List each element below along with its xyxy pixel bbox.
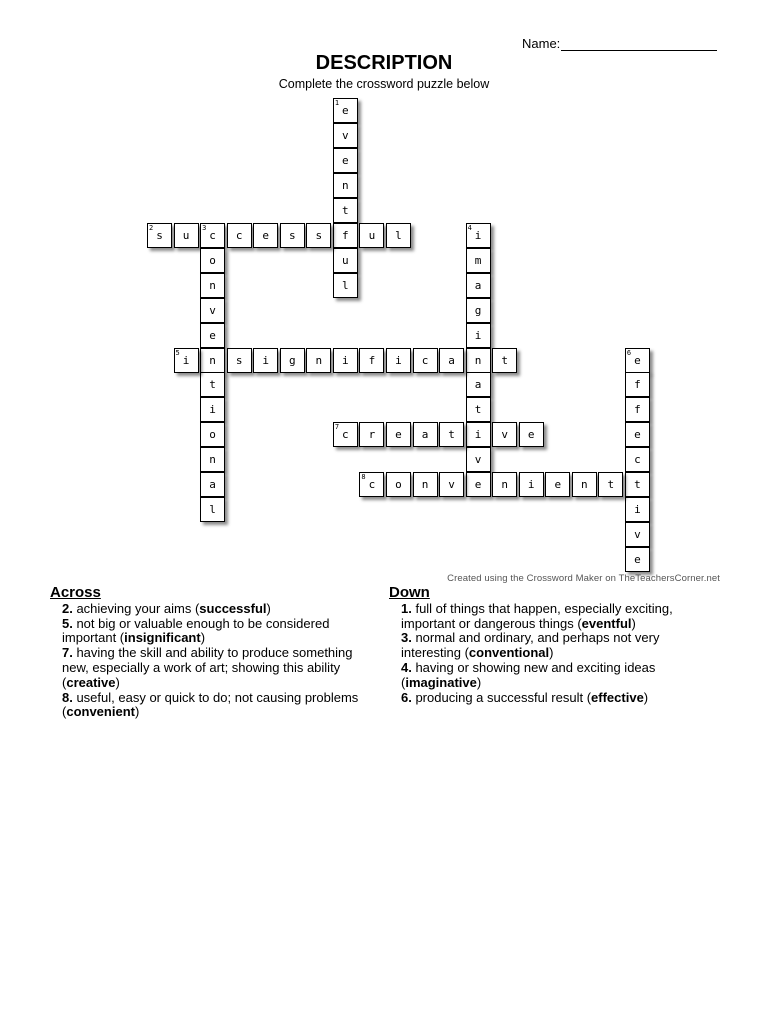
crossword-cell[interactable] (200, 273, 225, 298)
cell-letter: c (634, 453, 641, 467)
across-clue (50, 602, 370, 617)
crossword-cell[interactable] (466, 298, 491, 323)
crossword-cell[interactable] (466, 223, 491, 248)
crossword-cell[interactable] (333, 123, 358, 148)
cell-letter: e (527, 428, 535, 442)
cell-letter: e (262, 228, 269, 242)
clue-number: 1 (334, 99, 340, 107)
down-clue (389, 691, 719, 706)
crossword-cell[interactable] (625, 372, 650, 397)
down-clue (389, 602, 719, 632)
crossword-cell[interactable] (359, 472, 384, 497)
crossword-cell[interactable] (519, 472, 544, 497)
crossword-cell[interactable] (625, 348, 650, 373)
clue-number: 2 (149, 223, 154, 232)
clue-text: normal and ordinary, and perhaps not very interesting ( (401, 630, 660, 661)
cell-letter: s (156, 228, 163, 242)
clue-number: 4 (467, 223, 472, 232)
clue-text: useful, easy or quick to do; not causing problems ( (62, 689, 359, 720)
crossword-cell[interactable] (466, 422, 491, 447)
cell-letter: u (342, 253, 349, 267)
crossword-cell[interactable] (306, 223, 331, 248)
cell-letter: n (342, 178, 349, 192)
cell-letter: s (315, 228, 323, 242)
cell-letter: c (342, 428, 349, 442)
crossword-cell[interactable] (200, 223, 225, 248)
cell-letter: i (474, 428, 482, 442)
cell-letter: l (209, 503, 216, 517)
cell-letter: i (209, 403, 216, 417)
cell-letter: g (474, 303, 482, 317)
page-title: DESCRIPTION (315, 52, 453, 74)
clue-answer: effective (591, 689, 644, 705)
cell-letter: f (342, 228, 349, 242)
page-subtitle: Complete the crossword puzzle below (278, 77, 490, 91)
clue-answer: creative (66, 674, 116, 690)
crossword-cell[interactable] (333, 98, 358, 123)
clue-text: not big or valuable enough to be considered important ( (62, 615, 330, 646)
clue-number: 8 (361, 473, 366, 482)
crossword-cell[interactable] (200, 422, 225, 447)
crossword-cell[interactable] (306, 348, 331, 373)
cell-letter: l (342, 278, 349, 292)
cell-letter: a (474, 278, 482, 292)
crossword-cell[interactable] (386, 422, 411, 447)
crossword-cell[interactable] (386, 348, 411, 373)
clue-end: ) (115, 674, 120, 690)
clue-answer: insignificant (124, 630, 201, 646)
cell-letter: e (634, 353, 641, 367)
cell-letter: c (368, 478, 376, 492)
cell-letter: a (209, 478, 216, 492)
cell-letter: v (634, 528, 641, 542)
crossword-cell[interactable] (253, 348, 278, 373)
clue-end: ) (476, 674, 482, 690)
clue-number: 5 (175, 348, 180, 357)
crossword-cell[interactable] (492, 472, 517, 497)
cell-letter: t (209, 378, 216, 392)
cell-letter: a (448, 353, 455, 367)
clue-end: ) (643, 689, 649, 705)
across-clue (50, 691, 370, 721)
cell-letter: m (474, 253, 482, 267)
cell-letter: u (368, 228, 376, 242)
cell-letter: v (448, 478, 455, 492)
cell-letter: t (634, 478, 641, 492)
cell-letter: e (209, 328, 216, 342)
crossword-cell[interactable] (492, 422, 517, 447)
crossword-cell[interactable] (439, 348, 464, 373)
cell-letter: n (209, 353, 216, 367)
cell-letter: i (474, 328, 482, 342)
clue-num: 3. (401, 630, 412, 646)
cell-letter: c (421, 353, 429, 367)
crossword-cell[interactable] (200, 248, 225, 273)
clue-end: ) (549, 645, 554, 661)
clue-num: 8. (62, 689, 73, 705)
clue-end: ) (631, 615, 636, 631)
crossword-cell[interactable] (466, 397, 491, 422)
down-heading: Down (389, 584, 430, 601)
cell-letter: t (607, 478, 615, 492)
crossword-cell[interactable] (227, 348, 252, 373)
crossword-cell[interactable] (200, 348, 225, 373)
across-clue (50, 646, 370, 690)
cell-letter: e (634, 553, 641, 567)
across-clue-list (50, 602, 370, 720)
cell-letter: i (527, 478, 535, 492)
cell-letter: t (342, 203, 349, 217)
cell-letter: i (634, 503, 641, 517)
crossword-cell[interactable] (200, 497, 225, 522)
cell-letter: e (342, 153, 349, 167)
cell-letter: i (395, 353, 402, 367)
crossword-cell[interactable] (200, 323, 225, 348)
cell-letter: o (395, 478, 402, 492)
cell-letter: f (634, 378, 641, 392)
crossword-cell[interactable] (200, 298, 225, 323)
crossword-cell[interactable] (333, 148, 358, 173)
cell-letter: g (288, 353, 296, 367)
cell-letter: n (209, 278, 216, 292)
clue-num: 5. (62, 615, 73, 631)
cell-letter: t (448, 428, 455, 442)
crossword-cell[interactable] (174, 348, 199, 373)
crossword-cell[interactable] (413, 348, 438, 373)
clue-answer: convenient (66, 704, 135, 720)
crossword-cell[interactable] (253, 223, 278, 248)
crossword-cell[interactable] (333, 198, 358, 223)
cell-letter: e (634, 428, 641, 442)
across-heading: Across (50, 584, 101, 601)
cell-letter: n (209, 453, 216, 467)
name-label: Name: (522, 36, 561, 51)
cell-letter: i (262, 353, 269, 367)
clue-answer: successful (199, 600, 267, 616)
cell-letter: u (182, 228, 190, 242)
cell-letter: o (209, 253, 216, 267)
crossword-cell[interactable] (625, 422, 650, 447)
crossword-cell[interactable] (147, 223, 172, 248)
cell-letter: n (315, 353, 323, 367)
across-clues (50, 586, 370, 720)
cell-letter: v (209, 303, 216, 317)
clue-number: 3 (202, 223, 207, 232)
crossword-cell[interactable] (359, 422, 384, 447)
cell-letter: r (368, 428, 376, 442)
cell-letter: o (209, 428, 216, 442)
clue-end: ) (134, 704, 140, 720)
clue-text: achieving your aims ( (72, 600, 200, 616)
clue-number: 7 (334, 423, 340, 432)
crossword-cell[interactable] (280, 348, 305, 373)
crossword-cell[interactable] (492, 348, 517, 373)
cell-letter: i (182, 353, 190, 367)
crossword-cell[interactable] (625, 522, 650, 547)
clue-text: having the skill and ability to produce something new, especially a work of art; showing this ability ( (62, 645, 353, 690)
crossword-cell[interactable] (333, 348, 358, 373)
cell-letter: a (421, 428, 429, 442)
crossword-cell[interactable] (359, 223, 384, 248)
cell-letter: n (501, 478, 508, 492)
down-clue (389, 631, 719, 661)
clue-answer: eventful (581, 615, 632, 631)
crossword-cell[interactable] (359, 348, 384, 373)
crossword-cell[interactable] (466, 248, 491, 273)
clue-answer: conventional (468, 645, 550, 661)
crossword-cell[interactable] (413, 422, 438, 447)
crossword-cell[interactable] (598, 472, 623, 497)
crossword-cell[interactable] (466, 273, 491, 298)
crossword-cell[interactable] (466, 372, 491, 397)
clue-num: 1. (401, 600, 412, 616)
crossword-cell[interactable] (200, 372, 225, 397)
cell-letter: v (342, 128, 349, 142)
clue-num: 4. (401, 659, 412, 675)
credit-text: Created using the Crossword Maker on TheTeachersCorner.net (447, 573, 720, 584)
clue-text: producing a successful result ( (411, 689, 592, 705)
crossword-cell[interactable] (333, 422, 358, 447)
cell-letter: v (501, 428, 508, 442)
crossword-cell[interactable] (333, 223, 358, 248)
clue-num: 6. (401, 689, 412, 705)
crossword-cell[interactable] (466, 447, 491, 472)
crossword-cell[interactable] (466, 348, 491, 373)
crossword-cell[interactable] (625, 547, 650, 572)
crossword-cell[interactable] (439, 472, 464, 497)
crossword-cell[interactable] (466, 472, 491, 497)
cell-letter: c (235, 228, 243, 242)
clue-answer: imaginative (405, 674, 477, 690)
cell-letter: v (474, 453, 482, 467)
cell-letter: n (474, 353, 482, 367)
crossword-cell[interactable] (545, 472, 570, 497)
crossword-cell[interactable] (625, 447, 650, 472)
crossword-cell[interactable] (280, 223, 305, 248)
cell-letter: t (474, 403, 482, 417)
crossword-cell[interactable] (413, 472, 438, 497)
cell-letter: f (634, 403, 641, 417)
cell-letter: i (474, 228, 482, 242)
cell-letter: e (395, 428, 402, 442)
cell-letter: l (395, 228, 402, 242)
crossword-cell[interactable] (200, 397, 225, 422)
crossword-cell[interactable] (386, 472, 411, 497)
crossword-cell[interactable] (439, 422, 464, 447)
crossword-cell[interactable] (625, 497, 650, 522)
cell-letter: n (421, 478, 429, 492)
clue-text: full of things that happen, especially exciting, important or dangerous things ( (401, 600, 673, 631)
cell-letter: i (342, 353, 349, 367)
crossword-cell[interactable] (200, 447, 225, 472)
crossword-cell[interactable] (386, 223, 411, 248)
crossword-cell[interactable] (625, 472, 650, 497)
down-clues (389, 586, 719, 705)
down-clue (389, 661, 719, 691)
clue-number: 6 (626, 348, 632, 357)
across-clue (50, 617, 370, 647)
cell-letter: t (501, 353, 508, 367)
crossword-cell[interactable] (200, 472, 225, 497)
clue-text: having or showing new and exciting ideas ( (401, 659, 656, 690)
cell-letter: a (474, 378, 482, 392)
clue-end: ) (266, 600, 271, 616)
clue-num: 7. (62, 645, 73, 661)
crossword-cell[interactable] (333, 273, 358, 298)
crossword-cell[interactable] (625, 397, 650, 422)
crossword-cell[interactable] (572, 472, 597, 497)
crossword-cell[interactable] (466, 323, 491, 348)
cell-letter: c (209, 228, 216, 242)
crossword-cell[interactable] (227, 223, 252, 248)
crossword-cell[interactable] (174, 223, 199, 248)
cell-letter: e (554, 478, 562, 492)
cell-letter: s (235, 353, 243, 367)
crossword-cell[interactable] (333, 248, 358, 273)
cell-letter: e (342, 104, 349, 117)
cell-letter: f (368, 353, 376, 367)
clue-end: ) (200, 630, 206, 646)
crossword-cell[interactable] (519, 422, 544, 447)
cell-letter: n (580, 478, 588, 492)
cell-letter: e (474, 478, 482, 492)
cell-letter: s (288, 228, 296, 242)
crossword-cell[interactable] (333, 173, 358, 198)
clue-num: 2. (62, 600, 73, 616)
down-clue-list (389, 602, 719, 706)
